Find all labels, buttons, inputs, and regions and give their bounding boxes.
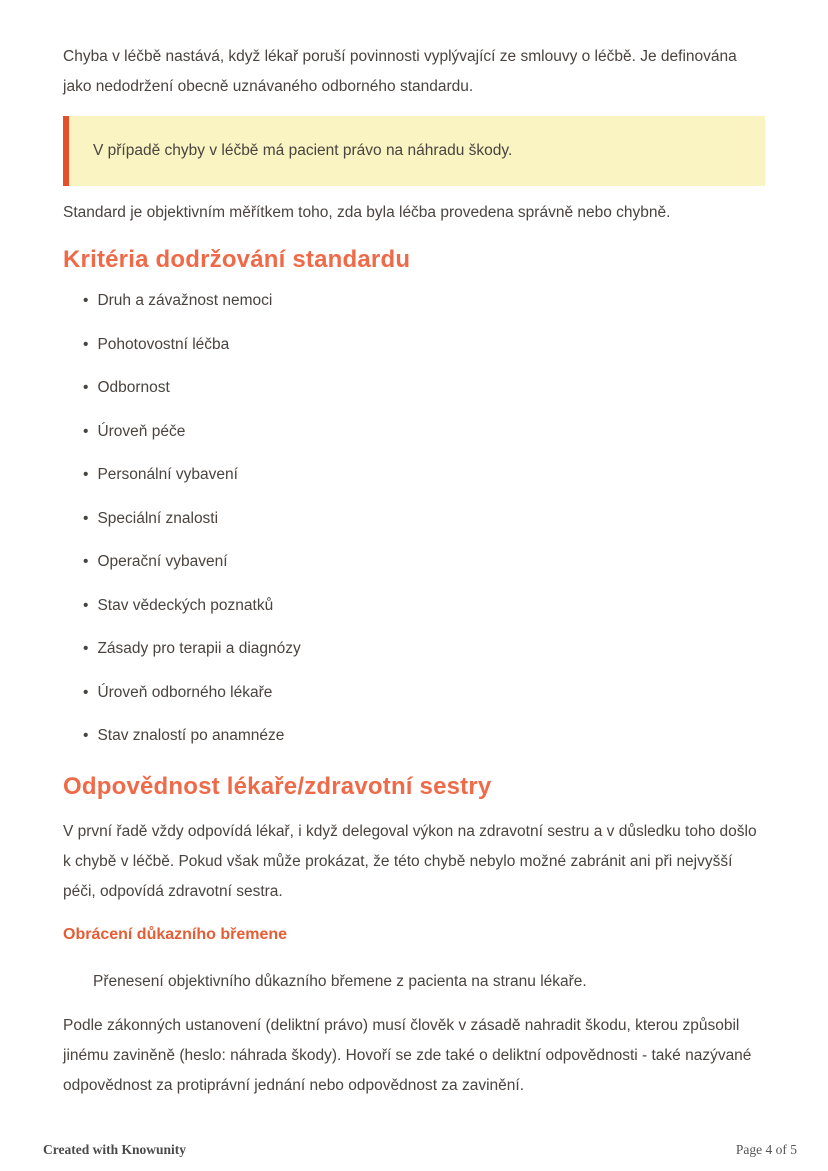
list-item-label: Pohotovostní léčba — [97, 335, 230, 353]
list-item-label: Stav znalostí po anamnéze — [97, 727, 285, 744]
list-item — [63, 591, 765, 621]
list-item-label: Druh a závažnost nemoci — [97, 292, 273, 309]
list-item — [63, 417, 765, 447]
intro-paragraph: Chyba v léčbě nastává, když lékař poruší povinnosti vyplývající ze smlouvy o léčbě. Je definována jako nedodržení obecně uznávaného odborného standardu. — [63, 48, 737, 95]
responsibility-section-heading: Odpovědnost lékaře/zdravotní sestry — [63, 773, 492, 800]
bullet-icon: • — [83, 335, 89, 353]
list-item-label: Úroveň odborného lékaře — [97, 683, 273, 701]
bullet-icon: • — [83, 379, 89, 396]
list-item — [63, 678, 765, 708]
burden-of-proof-subheading: Obrácení důkazního břemene — [63, 926, 288, 943]
list-item-label: Speciální znalosti — [97, 509, 219, 527]
list-item-label: Stav vědeckých poznatků — [97, 596, 274, 614]
criteria-list — [63, 286, 765, 751]
bullet-icon: • — [83, 727, 89, 744]
list-item-label: Operační vybavení — [97, 553, 228, 570]
highlight-callout — [63, 116, 765, 186]
list-item — [63, 721, 765, 751]
bullet-icon: • — [83, 553, 89, 570]
list-item-label: Zásady pro terapii a diagnózy — [97, 640, 301, 657]
bullet-icon: • — [83, 640, 89, 657]
list-item-label: Odbornost — [97, 379, 170, 396]
list-item — [63, 504, 765, 534]
list-item — [63, 373, 765, 403]
bullet-icon: • — [83, 422, 89, 440]
callout-text: V případě chyby v léčbě má pacient právo na náhradu škody. — [93, 142, 513, 159]
list-item-label: Úroveň péče — [97, 422, 186, 440]
list-item-label: Personální vybavení — [97, 466, 238, 483]
page-number-label: Page 4 of 5 — [735, 1142, 797, 1157]
bullet-icon: • — [83, 596, 89, 614]
list-item — [63, 634, 765, 664]
bullet-icon: • — [83, 292, 89, 309]
burden-of-proof-note: Přenesení objektivního důkazního břemene z pacienta na stranu lékaře. — [93, 973, 587, 990]
list-item — [63, 286, 765, 316]
bullet-icon: • — [83, 683, 89, 701]
closing-paragraph: Podle zákonných ustanovení (deliktní právo) musí člověk v zásadě nahradit škodu, kterou způsobil jinému zaviněně (heslo: náhrada škody). Hovoří se zde také o deliktní odpovědnosti - také nazývané odpovědnost za protiprávní jednání nebo odpovědnost za zavinění. — [63, 1017, 752, 1094]
list-item — [63, 330, 765, 360]
responsibility-paragraph: V první řadě vždy odpovídá lékař, i když delegoval výkon na zdravotní sestru a v důsledku toho došlo k chybě v léčbě. Pokud však může prokázat, že této chybě nebylo možné zabránit ani při nejvyšší péči, odpovídá zdravotní sestra. — [63, 823, 757, 900]
page-footer — [0, 1142, 828, 1158]
list-item — [63, 460, 765, 490]
bullet-icon: • — [83, 466, 89, 483]
created-with-label: Created with Knowunity — [43, 1142, 187, 1157]
standard-paragraph: Standard je objektivním měřítkem toho, zda byla léčba provedena správně nebo chybně. — [63, 204, 671, 221]
bullet-icon: • — [83, 509, 89, 527]
criteria-section-heading: Kritéria dodržování standardu — [63, 246, 411, 273]
list-item — [63, 547, 765, 577]
